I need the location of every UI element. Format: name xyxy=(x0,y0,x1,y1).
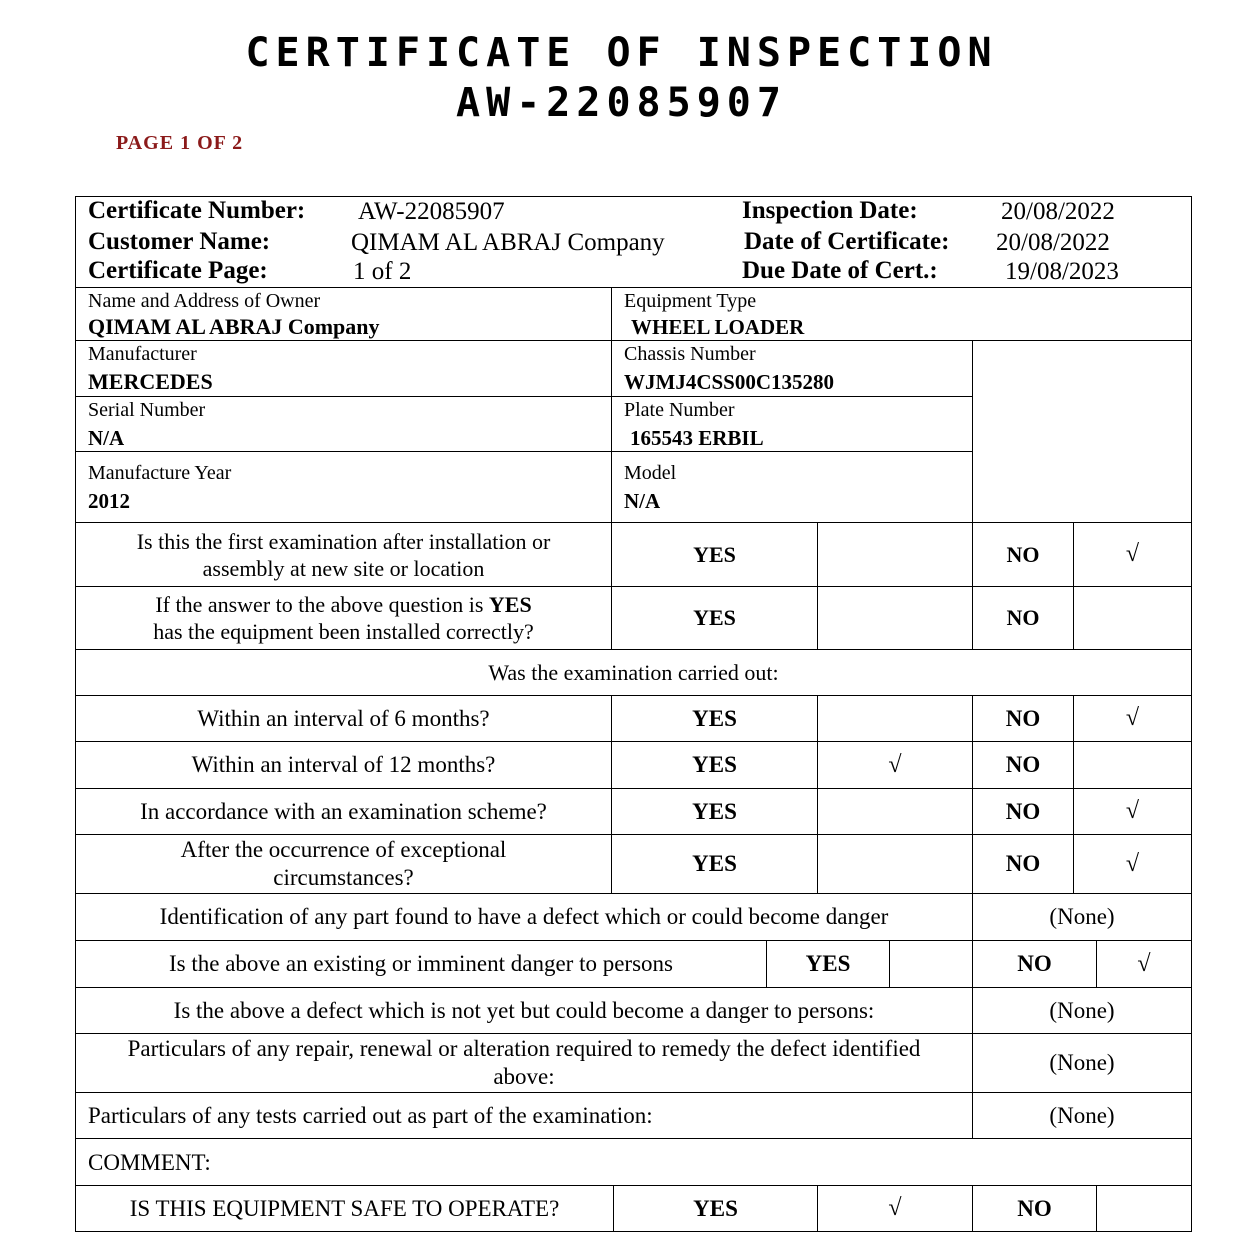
installed-correctly-question: If the answer to the above question is YES has the equipment been installed correctly? xyxy=(153,592,534,644)
potential-danger-question: Is the above a defect which is not yet but could become a danger to persons: xyxy=(173,997,875,1023)
page-indicator: PAGE 1 OF 2 xyxy=(116,132,244,154)
chassis-number-label: Chassis Number xyxy=(624,343,756,365)
equipment-type-label: Equipment Type xyxy=(624,290,757,312)
interval-6-yes-label: YES xyxy=(692,705,737,731)
inspection-date-value: 20/08/2022 xyxy=(1001,198,1115,225)
repair-value: (None) xyxy=(1049,1050,1115,1075)
date-of-certificate-value: 20/08/2022 xyxy=(996,229,1110,256)
identification-question: Identification of any part found to have a defect which or could become danger xyxy=(159,904,889,929)
certificate-number-value: AW-22085907 xyxy=(358,198,505,225)
interval-12-question: Within an interval of 12 months? xyxy=(191,752,496,777)
existing-danger-yes-label: YES xyxy=(805,951,851,976)
installed-no-box xyxy=(1074,587,1191,649)
tests-question: Particulars of any tests carried out as part of the examination: xyxy=(88,1103,653,1128)
first-exam-yes-label: YES xyxy=(693,541,736,567)
identification-value: (None) xyxy=(1049,904,1115,929)
first-exam-question: Is this the first examination after installation or assembly at new site or location xyxy=(136,528,551,581)
customer-name-value: QIMAM AL ABRAJ Company xyxy=(351,229,665,256)
document-title: CERTIFICATE OF INSPECTION xyxy=(245,30,998,76)
interval-12-yes-check: √ xyxy=(888,751,902,778)
first-exam-yes-box xyxy=(818,523,972,586)
installed-no-label: NO xyxy=(1006,605,1040,630)
manufacture-year-label: Manufacture Year xyxy=(88,462,232,484)
scheme-no-label: NO xyxy=(1005,798,1041,824)
existing-danger-no-check: √ xyxy=(1137,950,1151,977)
tests-value: (None) xyxy=(1049,1102,1115,1128)
scheme-no-check: √ xyxy=(1125,798,1140,824)
certificate-id-title: AW-22085907 xyxy=(456,80,787,126)
serial-number-label: Serial Number xyxy=(88,399,206,421)
first-exam-no-check: √ xyxy=(1125,541,1140,567)
potential-danger-value: (None) xyxy=(1049,997,1115,1023)
installed-yes-label: YES xyxy=(693,605,736,630)
interval-6-question: Within an interval of 6 months? xyxy=(197,705,490,731)
interval-12-no-box xyxy=(1074,742,1191,788)
customer-name-label: Customer Name: xyxy=(88,228,271,255)
interval-12-yes-label: YES xyxy=(692,752,737,777)
exceptional-yes-label: YES xyxy=(692,851,737,876)
inspection-date-label: Inspection Date: xyxy=(742,197,918,224)
safe-yes-label: YES xyxy=(693,1195,738,1221)
owner-value: QIMAM AL ABRAJ Company xyxy=(88,314,380,339)
interval-12-no-label: NO xyxy=(1005,752,1041,777)
certificate-page-label: Certificate Page: xyxy=(88,257,268,284)
model-value: N/A xyxy=(624,489,661,513)
existing-danger-no-label: NO xyxy=(1017,951,1052,976)
safe-yes-check: √ xyxy=(888,1195,902,1221)
installed-yes-box xyxy=(818,587,972,649)
exceptional-question: After the occurrence of exceptional circumstances? xyxy=(180,837,507,890)
first-exam-no-label: NO xyxy=(1006,541,1040,567)
interval-6-yes-box xyxy=(818,696,972,741)
existing-danger-question: Is the above an existing or imminent danger to persons xyxy=(169,951,673,976)
manufacture-year-value: 2012 xyxy=(88,489,130,513)
date-of-certificate-label: Date of Certificate: xyxy=(744,228,950,255)
plate-number-value: 165543 ERBIL xyxy=(630,426,764,450)
interval-6-no-check: √ xyxy=(1125,705,1140,731)
exceptional-no-label: NO xyxy=(1005,851,1041,876)
exceptional-no-check: √ xyxy=(1125,850,1140,877)
scheme-yes-box xyxy=(818,789,972,834)
due-date-value: 19/08/2023 xyxy=(1005,258,1119,285)
exceptional-yes-box xyxy=(818,835,972,893)
model-label: Model xyxy=(624,462,677,484)
safe-no-label: NO xyxy=(1017,1195,1052,1221)
equipment-type-value: WHEEL LOADER xyxy=(631,315,805,339)
owner-label: Name and Address of Owner xyxy=(88,290,321,312)
interval-6-no-label: NO xyxy=(1005,705,1041,731)
existing-danger-yes-box xyxy=(890,941,972,987)
scheme-yes-label: YES xyxy=(692,798,737,824)
due-date-label: Due Date of Cert.: xyxy=(742,257,938,284)
certificate-page-value: 1 of 2 xyxy=(353,258,412,285)
plate-number-label: Plate Number xyxy=(624,399,735,421)
serial-number-value: N/A xyxy=(88,426,125,450)
comment-label: COMMENT: xyxy=(88,1150,211,1175)
repair-question: Particulars of any repair, renewal or alteration required to remedy the defect identified above: xyxy=(127,1036,921,1089)
manufacturer-value: MERCEDES xyxy=(88,369,213,394)
safe-no-box xyxy=(1097,1186,1191,1231)
scheme-question: In accordance with an examination scheme? xyxy=(140,798,547,824)
manufacturer-label: Manufacturer xyxy=(88,343,197,365)
certificate-number-label: Certificate Number: xyxy=(88,197,306,224)
chassis-number-value: WJMJ4CSS00C135280 xyxy=(624,370,835,394)
examination-carried-out-heading: Was the examination carried out: xyxy=(488,660,779,685)
safe-to-operate-question: IS THIS EQUIPMENT SAFE TO OPERATE? xyxy=(129,1195,560,1221)
